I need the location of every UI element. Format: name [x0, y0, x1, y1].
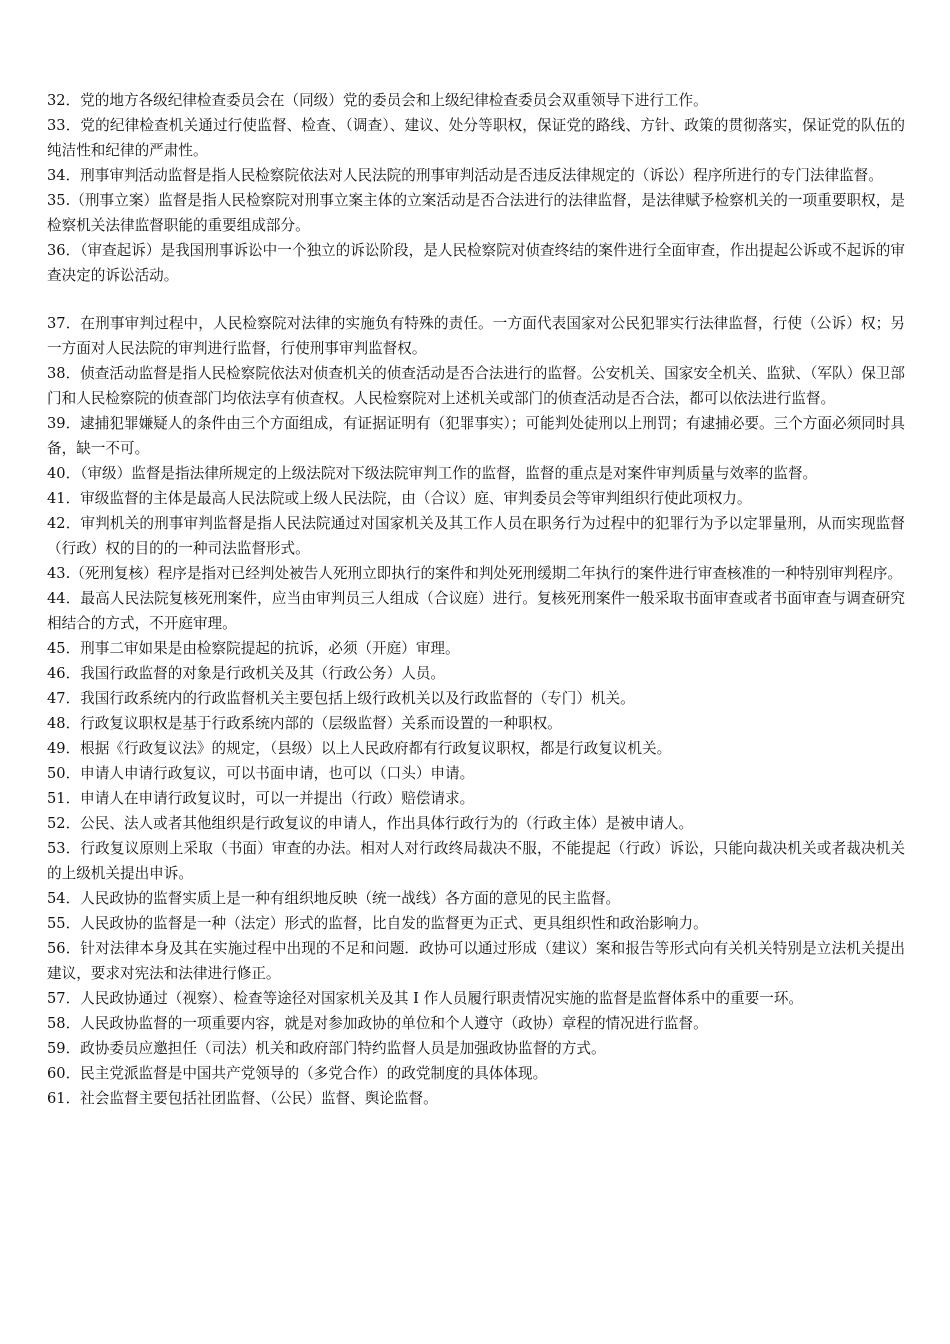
paragraph-item-36: 36．（审查起诉）是我国刑事诉讼中一个独立的诉讼阶段，是人民检察院对侦查终结的案件进行全面审查，作出提起公诉或不起诉的审查决定的诉讼活动。	[47, 242, 905, 284]
paragraph-item-48: 48．行政复议职权是基于行政系统内部的（层级监督）关系而设置的一种职权。	[47, 715, 562, 732]
paragraph-item-35: 35.（刑事立案）监督是指人民检察院对刑事立案主体的立案活动是否合法进行的法律监督，是法律赋予检察机关的一项重要职权，是检察机关法律监督职能的重要组成部分。	[47, 192, 905, 234]
paragraph-item-37: 37．在刑事审判过程中，人民检察院对法律的实施负有特殊的责任。一方面代表国家对公民犯罪实行法律监督，行使（公诉）权；另一方面对人民法院的审判进行监督，行使刑事审判监督权。	[47, 315, 905, 357]
paragraph-item-52: 52．公民、法人或者其他组织是行政复议的申请人，作出具体行政行为的（行政主体）是被申请人。	[47, 815, 694, 832]
paragraph-item-51: 51．申请人在申请行政复议时，可以一并提出（行政）赔偿请求。	[47, 790, 475, 807]
paragraph-item-60: 60．民主党派监督是中国共产党领导的（多党合作）的政党制度的具体体现。	[47, 1065, 548, 1082]
paragraph-item-49: 49．根据《行政复议法》的规定，（县级）以上人民政府都有行政复议职权，都是行政复议机关。	[47, 740, 672, 757]
paragraph-item-55: 55．人民政协的监督是一种（法定）形式的监督，比自发的监督更为正式、更具组织性和政治影响力。	[47, 915, 708, 932]
paragraph-item-44: 44．最高人民法院复核死刑案件，应当由审判员三人组成（合议庭）进行。复核死刑案件一般采取书面审查或者书面审查与调查研究相结合的方式，不开庭审理。	[47, 590, 905, 632]
paragraph-item-32: 32．党的地方各级纪律检查委员会在（同级）党的委员会和上级纪律检查委员会双重领导下进行工作。	[47, 92, 708, 109]
paragraph-item-61: 61．社会监督主要包括社团监督、（公民）监督、舆论监督。	[47, 1090, 438, 1107]
paragraph-item-59: 59．政协委员应邀担任（司法）机关和政府部门特约监督人员是加强政协监督的方式。	[47, 1040, 606, 1057]
paragraph-item-41: 41．审级监督的主体是最高人民法院或上级人民法院，由（合议）庭、审判委员会等审判组织行使此项权力。	[47, 490, 752, 507]
paragraph-item-33: 33．党的纪律检查机关通过行使监督、检查、（调查）、建议、处分等职权，保证党的路线、方针、政策的贯彻落实，保证党的队伍的纯洁性和纪律的严肃性。	[47, 117, 905, 159]
paragraph-item-40: 40．（审级）监督是指法律所规定的上级法院对下级法院审判工作的监督，监督的重点是对案件审判质量与效率的监督。	[47, 465, 818, 482]
paragraph-gap	[47, 288, 905, 311]
document-page	[47, 88, 905, 1111]
paragraph-item-45: 45．刑事二审如果是由检察院提起的抗诉，必须（开庭）审理。	[47, 640, 460, 657]
paragraph-item-47: 47．我国行政系统内的行政监督机关主要包括上级行政机关以及行政监督的（专门）机关。	[47, 690, 635, 707]
paragraph-item-50: 50．申请人申请行政复议，可以书面申请，也可以（口头）申请。	[47, 765, 475, 782]
paragraph-item-42: 42．审判机关的刑事审判监督是指人民法院通过对国家机关及其工作人员在职务行为过程中的犯罪行为予以定罪量刑，从而实现监督（行政）权的目的的一种司法监督形式。	[47, 515, 905, 557]
paragraph-item-57: 57．人民政协通过（视察）、检查等途径对国家机关及其 I 作人员履行职责情况实施的监督是监督体系中的重要一环。	[47, 990, 804, 1007]
paragraph-item-39: 39．逮捕犯罪嫌疑人的条件由三个方面组成，有证据证明有（犯罪事实）；可能判处徒刑以上刑罚；有逮捕必要。三个方面必须同时具备，缺一不可。	[47, 415, 905, 457]
paragraph-item-56: 56．针对法律本身及其在实施过程中出现的不足和问题．政协可以通过形成（建议）案和报告等形式向有关机关特别是立法机关提出建议，要求对宪法和法律进行修正。	[47, 940, 905, 982]
paragraph-item-46: 46．我国行政监督的对象是行政机关及其（行政公务）人员。	[47, 665, 446, 682]
paragraph-item-43: 43.（死刑复核）程序是指对已经判处被告人死刑立即执行的案件和判处死刑缓期二年执行的案件进行审查核准的一种特别审判程序。	[47, 565, 903, 582]
paragraph-item-38: 38．侦查活动监督是指人民检察院依法对侦查机关的侦查活动是否合法进行的监督。公安机关、国家安全机关、监狱、（军队）保卫部门和人民检察院的侦查部门均依法享有侦查权。人民检察院对上述机关或部门的侦查活动是否合法，都可以依法进行监督。	[47, 365, 905, 407]
paragraph-item-53: 53．行政复议原则上采取（书面）审查的办法。相对人对行政终局裁决不服，不能提起（行政）诉讼，只能向裁决机关或者裁决机关的上级机关提出申诉。	[47, 840, 905, 882]
paragraph-item-58: 58．人民政协监督的一项重要内容，就是对参加政协的单位和个人遵守（政协）章程的情况进行监督。	[47, 1015, 708, 1032]
paragraph-item-34: 34．刑事审判活动监督是指人民检察院依法对人民法院的刑事审判活动是否违反法律规定的（诉讼）程序所进行的专门法律监督。	[47, 167, 883, 184]
paragraph-item-54: 54．人民政协的监督实质上是一种有组织地反映（统一战线）各方面的意见的民主监督。	[47, 890, 621, 907]
